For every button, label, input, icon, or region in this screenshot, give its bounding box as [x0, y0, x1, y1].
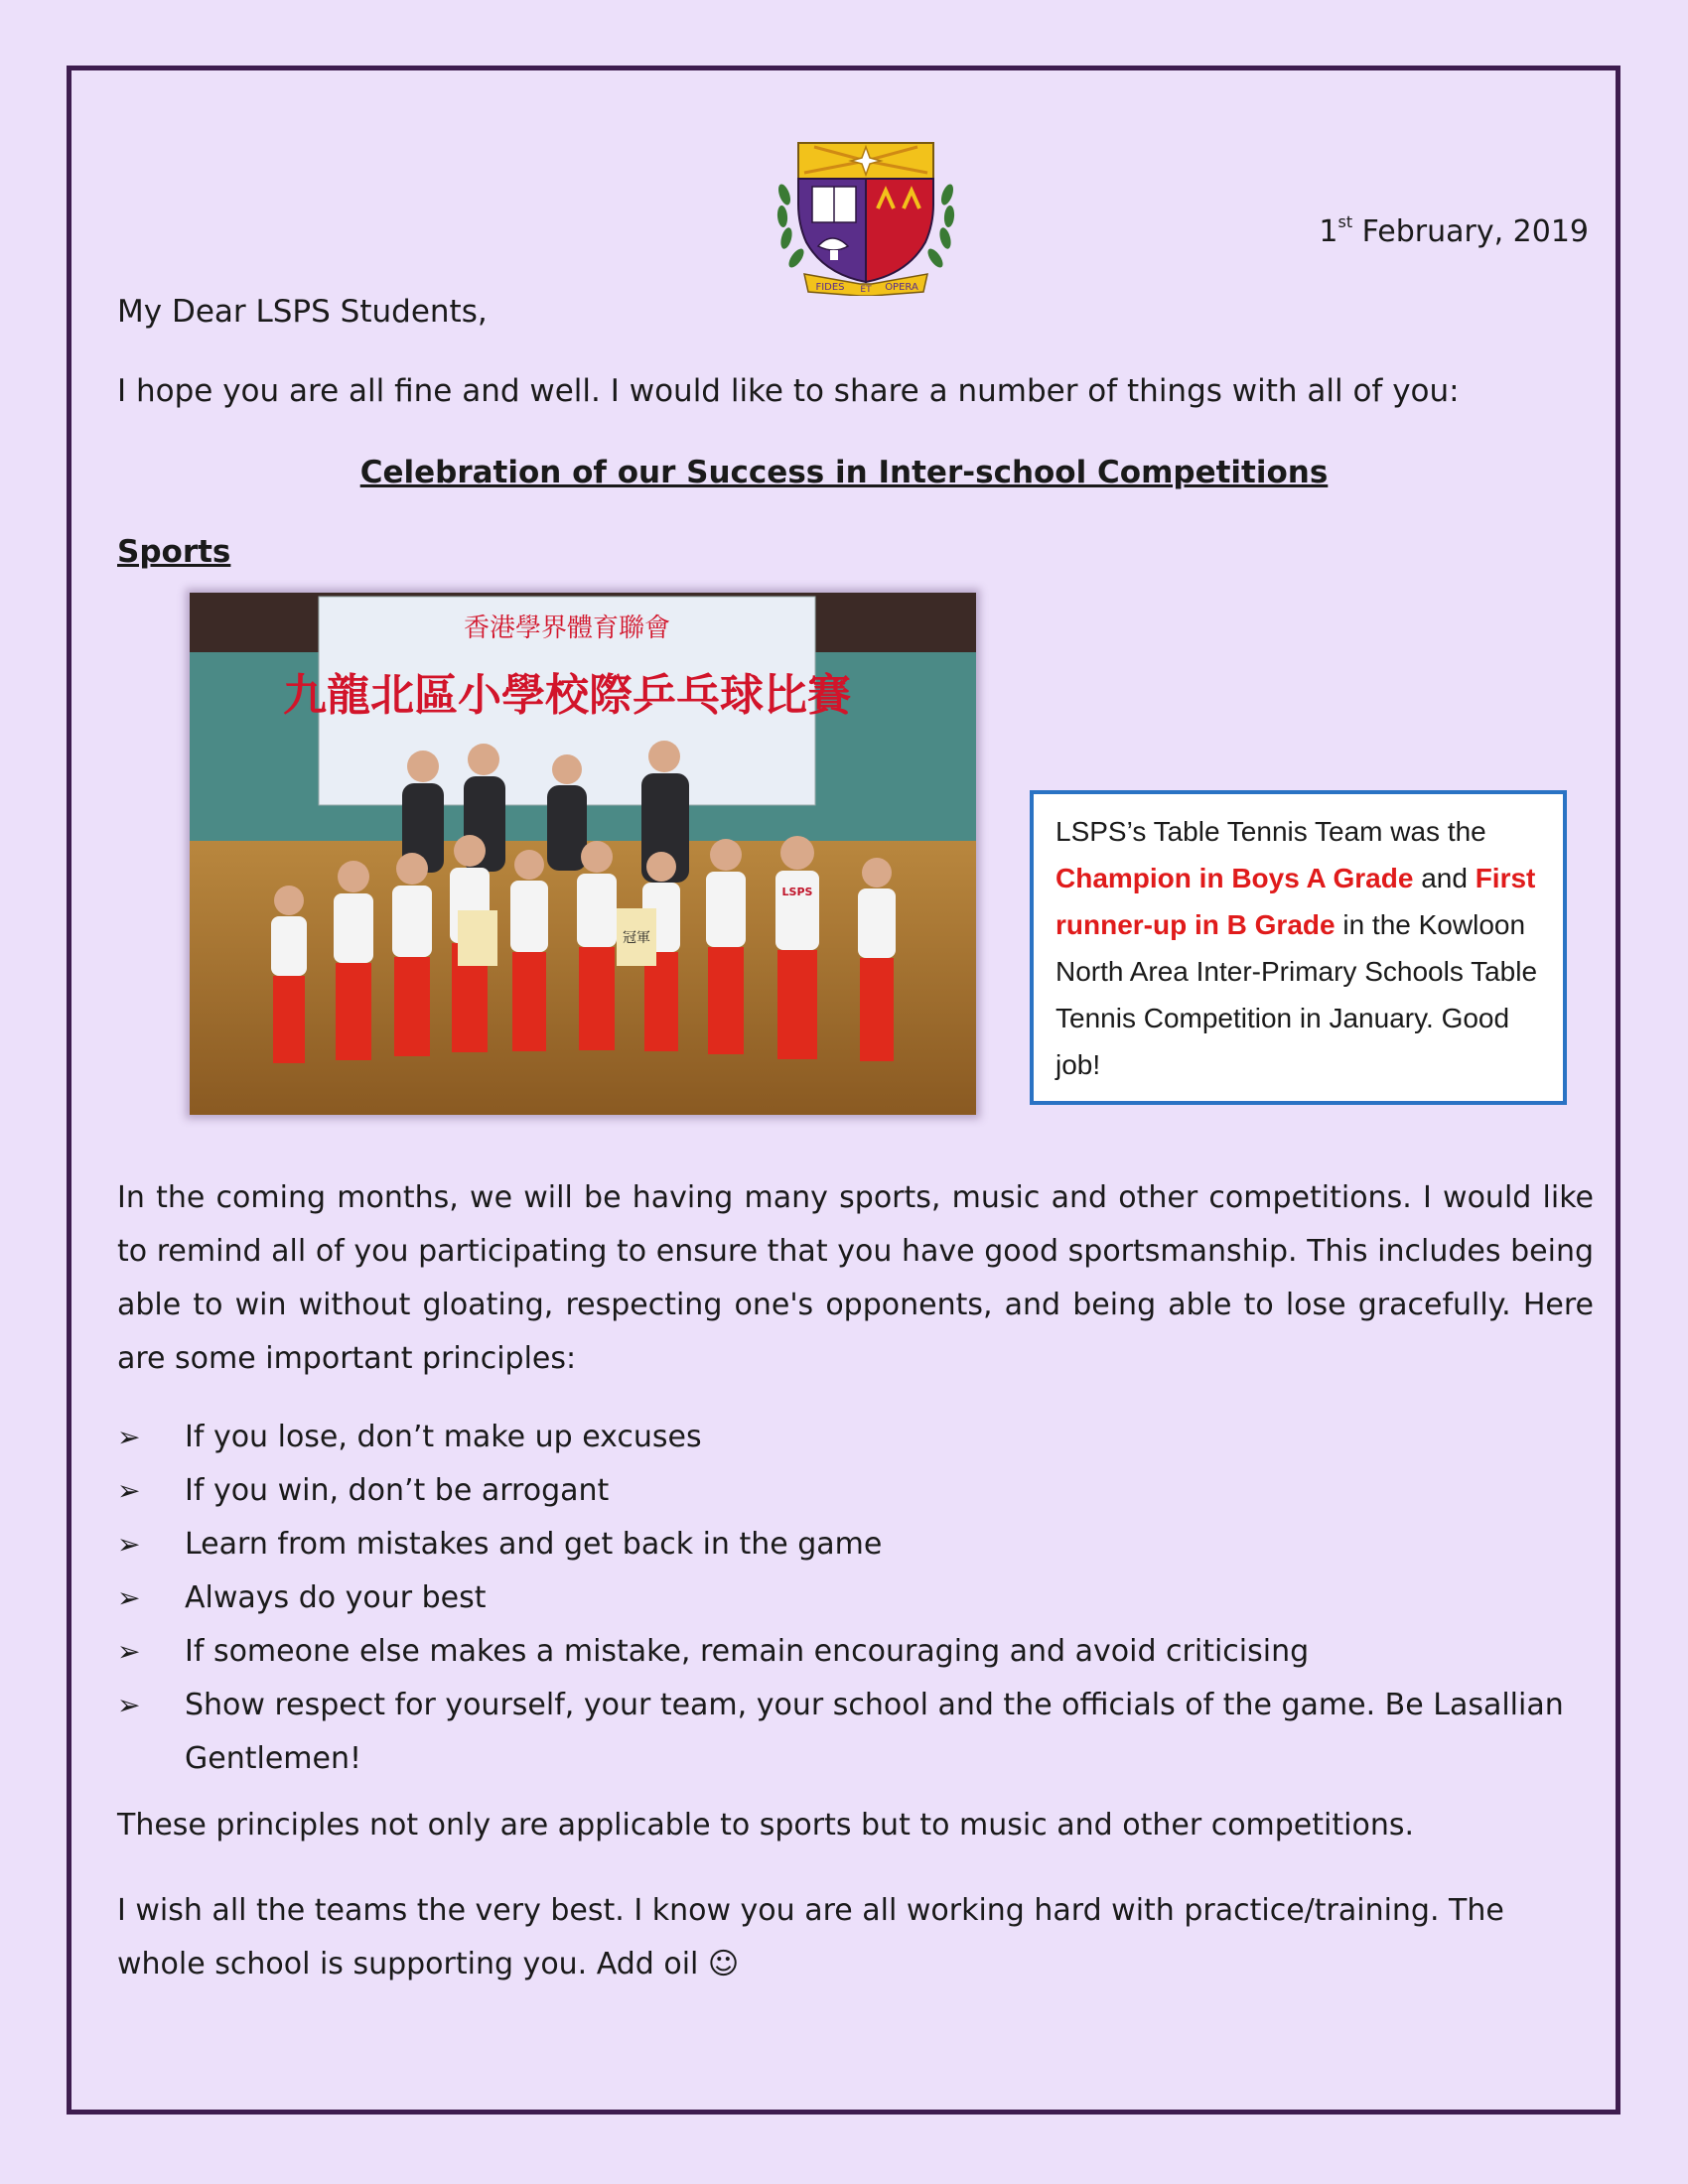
list-item-text: Learn from mistakes and get back in the game	[185, 1527, 883, 1562]
school-crest-logo	[774, 125, 957, 296]
arrow-bullet-icon: ➢	[117, 1581, 141, 1614]
list-item-text: Show respect for yourself, your team, your school and the officials of the game. Be Lasallian Gentlemen!	[185, 1688, 1564, 1776]
list-item-text: Always do your best	[185, 1580, 487, 1615]
arrow-bullet-icon: ➢	[117, 1689, 141, 1721]
arrow-bullet-icon: ➢	[117, 1528, 141, 1561]
closing-paragraph: I wish all the teams the very best. I know you are all working hard with practice/training. The whole school is supporting you. Add oil ☺	[117, 1893, 1504, 1981]
sports-subheading: Sports	[117, 534, 231, 570]
callout-text-3: in the Kowloon North Area Inter-Primary Schools Table Tennis Competition in January. Good job!	[1055, 909, 1538, 1080]
crest-ribbon-left: FIDES	[815, 282, 845, 293]
list-item-text: If you win, don’t be arrogant	[185, 1473, 610, 1508]
callout-text-2: and	[1413, 863, 1476, 893]
list-item	[117, 1625, 1587, 1679]
date-day: 1	[1319, 214, 1338, 249]
list-item	[117, 1571, 1587, 1625]
list-item	[117, 1411, 1587, 1464]
date-suffix: st	[1337, 212, 1353, 231]
list-item	[117, 1464, 1587, 1518]
certificate-text: 冠軍	[623, 930, 650, 946]
letter-date	[1319, 212, 1589, 249]
achievement-callout	[1030, 790, 1567, 1105]
crest-ribbon-center: ET	[860, 285, 872, 295]
intro-paragraph: I hope you are all fine and well. I would like to share a number of things with all of you:	[117, 373, 1460, 409]
arrow-bullet-icon: ➢	[117, 1635, 141, 1668]
callout-text-1: LSPS’s Table Tennis Team was the	[1055, 816, 1486, 847]
callout-highlight-runner-up: First runner-up in B Grade	[1055, 863, 1536, 940]
arrow-bullet-icon: ➢	[117, 1421, 141, 1453]
team-photo	[190, 593, 976, 1115]
section-heading: Celebration of our Success in Inter-school Competitions	[359, 455, 1329, 490]
arrow-bullet-icon: ➢	[117, 1474, 141, 1507]
greeting: My Dear LSPS Students,	[117, 294, 488, 330]
banner-top-text: 香港學界體育聯會	[463, 614, 671, 643]
list-item	[117, 1518, 1587, 1571]
jacket-text: LSPS	[781, 886, 813, 898]
sportsmanship-paragraph: In the coming months, we will be having many sports, music and other competitions. I would like to remind all of you participating to ensure that you have good sportsmanship. This includes being able to win without gloating, respecting one's opponents, and being able to lose gracefully. Here are some important principles:	[117, 1180, 1594, 1376]
principles-list	[117, 1411, 1587, 1786]
list-item-text: If someone else makes a mistake, remain encouraging and avoid criticising	[185, 1634, 1310, 1669]
principles-note: These principles not only are applicable to sports but to music and other competitions.	[117, 1808, 1414, 1843]
list-item	[117, 1679, 1587, 1786]
banner-main-text: 九龍北區小學校際乒乓球比賽	[283, 670, 851, 721]
date-rest: February, 2019	[1352, 214, 1589, 249]
callout-highlight-champion: Champion in Boys A Grade	[1055, 863, 1414, 893]
crest-ribbon-right: OPERA	[885, 282, 918, 293]
list-item-text: If you lose, don’t make up excuses	[185, 1420, 702, 1454]
